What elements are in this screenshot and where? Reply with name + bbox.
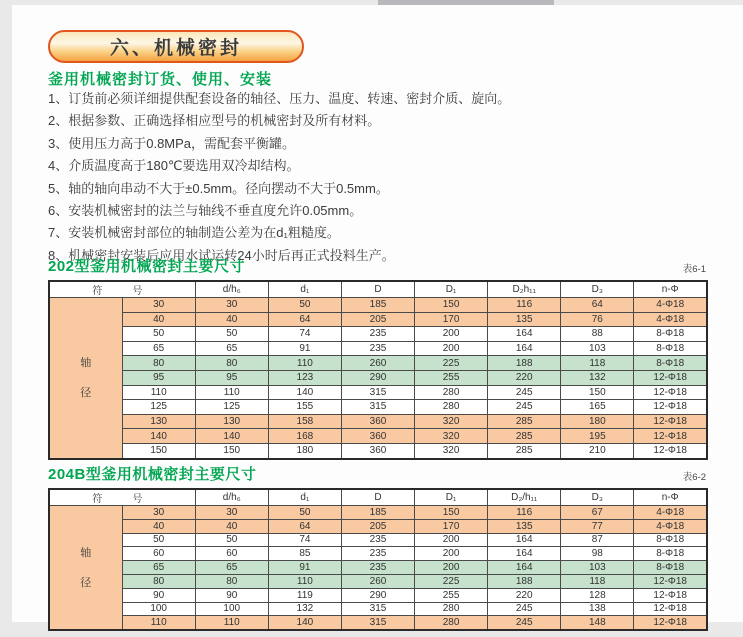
value-cell: 110	[195, 616, 268, 630]
value-cell: 4-Φ18	[634, 312, 707, 327]
axis-label-cell	[49, 506, 122, 631]
value-cell: 235	[341, 533, 414, 547]
value-cell: 188	[488, 574, 561, 588]
value-cell: 320	[415, 429, 488, 444]
value-cell: 40	[195, 312, 268, 327]
value-cell: 8-Φ18	[634, 327, 707, 342]
value-cell: 138	[561, 602, 634, 616]
value-cell: 245	[488, 616, 561, 630]
table-row	[49, 414, 707, 429]
value-cell: 360	[341, 414, 414, 429]
column-header-cell: D	[341, 281, 414, 298]
size-cell: 40	[122, 519, 195, 533]
table-204b-caption	[48, 464, 708, 484]
axis-label-char: 轴	[80, 546, 92, 559]
value-cell: 185	[341, 506, 414, 520]
value-cell: 135	[488, 312, 561, 327]
value-cell: 255	[415, 370, 488, 385]
value-cell: 315	[341, 616, 414, 630]
value-cell: 225	[415, 356, 488, 371]
section-badge	[48, 30, 304, 63]
value-cell: 103	[561, 341, 634, 356]
value-cell: 200	[415, 533, 488, 547]
value-cell: 67	[561, 506, 634, 520]
value-cell: 91	[268, 561, 341, 575]
value-cell: 210	[561, 443, 634, 458]
table-row	[49, 298, 707, 313]
value-cell: 220	[488, 588, 561, 602]
value-cell: 195	[561, 429, 634, 444]
column-header-cell: D₃	[561, 281, 634, 298]
value-cell: 280	[415, 385, 488, 400]
table-row	[49, 341, 707, 356]
subsection-title: 釜用机械密封订货、使用、安装	[48, 71, 273, 88]
note-item: 5、轴的轴向串动不大于±0.5mm。径向摆动不大于0.5mm。	[48, 180, 389, 196]
value-cell: 170	[415, 312, 488, 327]
corner-header-cell: 符 号	[49, 281, 195, 298]
size-cell: 60	[122, 547, 195, 561]
value-cell: 235	[341, 547, 414, 561]
value-cell: 88	[561, 327, 634, 342]
column-header-cell: d/h₆	[195, 281, 268, 298]
value-cell: 140	[268, 385, 341, 400]
value-cell: 132	[561, 370, 634, 385]
value-cell: 260	[341, 356, 414, 371]
value-cell: 164	[488, 561, 561, 575]
value-cell: 280	[415, 616, 488, 630]
value-cell: 130	[195, 414, 268, 429]
value-cell: 150	[195, 443, 268, 458]
axis-label-char: 径	[80, 576, 92, 589]
size-cell: 50	[122, 533, 195, 547]
value-cell: 205	[341, 519, 414, 533]
note-item: 8、机械密封安装后应用水试运转24小时后再正式投料生产。	[48, 247, 395, 263]
note-item: 2、根据参数、正确选择相应型号的机械密封及所有材料。	[48, 113, 381, 129]
value-cell: 180	[561, 414, 634, 429]
value-cell: 285	[488, 414, 561, 429]
value-cell: 315	[341, 400, 414, 415]
value-cell: 103	[561, 561, 634, 575]
value-cell: 8-Φ18	[634, 356, 707, 371]
value-cell: 80	[195, 574, 268, 588]
value-cell: 116	[488, 298, 561, 313]
value-cell: 235	[341, 561, 414, 575]
value-cell: 125	[195, 400, 268, 415]
table-row	[49, 602, 707, 616]
value-cell: 64	[268, 312, 341, 327]
column-header-cell: d/h₆	[195, 489, 268, 506]
value-cell: 360	[341, 443, 414, 458]
value-cell: 12-Φ18	[634, 400, 707, 415]
table-row	[49, 561, 707, 575]
value-cell: 200	[415, 547, 488, 561]
table-row	[49, 443, 707, 458]
size-cell: 65	[122, 341, 195, 356]
size-cell: 150	[122, 443, 195, 458]
table-row	[49, 385, 707, 400]
size-cell: 50	[122, 327, 195, 342]
table-row	[49, 327, 707, 342]
size-cell: 80	[122, 356, 195, 371]
value-cell: 87	[561, 533, 634, 547]
table-row	[49, 588, 707, 602]
value-cell: 8-Φ18	[634, 533, 707, 547]
table-row	[49, 519, 707, 533]
table-row	[49, 533, 707, 547]
value-cell: 180	[268, 443, 341, 458]
table-202-title: 202型釜用机械密封主要尺寸	[48, 258, 246, 275]
value-cell: 30	[195, 298, 268, 313]
value-cell: 100	[195, 602, 268, 616]
value-cell: 91	[268, 341, 341, 356]
value-cell: 77	[561, 519, 634, 533]
value-cell: 8-Φ18	[634, 341, 707, 356]
size-cell: 65	[122, 561, 195, 575]
axis-label-char: 轴	[80, 356, 92, 369]
value-cell: 95	[195, 370, 268, 385]
value-cell: 30	[195, 506, 268, 520]
value-cell: 185	[341, 298, 414, 313]
size-cell: 125	[122, 400, 195, 415]
value-cell: 110	[268, 574, 341, 588]
value-cell: 235	[341, 341, 414, 356]
value-cell: 74	[268, 327, 341, 342]
table-204b-title: 204B型釜用机械密封主要尺寸	[48, 466, 257, 483]
value-cell: 65	[195, 561, 268, 575]
value-cell: 220	[488, 370, 561, 385]
dimension-table-204b	[48, 488, 708, 631]
value-cell: 12-Φ18	[634, 443, 707, 458]
value-cell: 4-Φ18	[634, 298, 707, 313]
value-cell: 8-Φ18	[634, 547, 707, 561]
value-cell: 132	[268, 602, 341, 616]
value-cell: 320	[415, 443, 488, 458]
size-cell: 130	[122, 414, 195, 429]
table-row	[49, 547, 707, 561]
value-cell: 280	[415, 602, 488, 616]
value-cell: 65	[195, 341, 268, 356]
value-cell: 12-Φ18	[634, 414, 707, 429]
value-cell: 150	[415, 298, 488, 313]
value-cell: 164	[488, 533, 561, 547]
value-cell: 315	[341, 385, 414, 400]
value-cell: 60	[195, 547, 268, 561]
size-cell: 95	[122, 370, 195, 385]
value-cell: 290	[341, 370, 414, 385]
value-cell: 12-Φ18	[634, 588, 707, 602]
value-cell: 4-Φ18	[634, 506, 707, 520]
value-cell: 76	[561, 312, 634, 327]
table-204b-ref: 表6-2	[682, 472, 706, 483]
table-row	[49, 356, 707, 371]
value-cell: 165	[561, 400, 634, 415]
value-cell: 245	[488, 400, 561, 415]
table-row	[49, 312, 707, 327]
value-cell: 170	[415, 519, 488, 533]
note-item: 7、安装机械密封部位的轴制造公差为在d₁粗糙度。	[48, 225, 340, 241]
table-202-ref: 表6-1	[682, 264, 706, 275]
value-cell: 280	[415, 400, 488, 415]
size-cell: 100	[122, 602, 195, 616]
value-cell: 123	[268, 370, 341, 385]
value-cell: 40	[195, 519, 268, 533]
value-cell: 285	[488, 443, 561, 458]
value-cell: 164	[488, 341, 561, 356]
value-cell: 50	[195, 533, 268, 547]
value-cell: 4-Φ18	[634, 519, 707, 533]
value-cell: 164	[488, 547, 561, 561]
value-cell: 148	[561, 616, 634, 630]
value-cell: 12-Φ18	[634, 370, 707, 385]
table-row	[49, 400, 707, 415]
value-cell: 200	[415, 327, 488, 342]
value-cell: 118	[561, 574, 634, 588]
value-cell: 260	[341, 574, 414, 588]
value-cell: 116	[488, 506, 561, 520]
value-cell: 360	[341, 429, 414, 444]
table-row	[49, 574, 707, 588]
column-header-cell: d₁	[268, 489, 341, 506]
value-cell: 50	[195, 327, 268, 342]
table-row	[49, 616, 707, 630]
size-cell: 110	[122, 385, 195, 400]
value-cell: 320	[415, 414, 488, 429]
value-cell: 50	[268, 506, 341, 520]
table-header-row	[49, 489, 707, 506]
size-cell: 30	[122, 506, 195, 520]
size-cell: 110	[122, 616, 195, 630]
note-item: 6、安装机械密封的法兰与轴线不垂直度允许0.05mm。	[48, 203, 363, 219]
size-cell: 90	[122, 588, 195, 602]
value-cell: 140	[195, 429, 268, 444]
axis-label-char: 径	[80, 386, 92, 399]
value-cell: 8-Φ18	[634, 561, 707, 575]
table-header-row	[49, 281, 707, 298]
column-header-cell: d₁	[268, 281, 341, 298]
value-cell: 90	[195, 588, 268, 602]
value-cell: 315	[341, 602, 414, 616]
value-cell: 155	[268, 400, 341, 415]
value-cell: 200	[415, 561, 488, 575]
value-cell: 235	[341, 327, 414, 342]
value-cell: 200	[415, 341, 488, 356]
value-cell: 80	[195, 356, 268, 371]
column-header-cell: D₂/h₁₁	[488, 489, 561, 506]
value-cell: 98	[561, 547, 634, 561]
column-header-cell: D₃	[561, 489, 634, 506]
corner-header-cell: 符 号	[49, 489, 195, 506]
value-cell: 74	[268, 533, 341, 547]
value-cell: 128	[561, 588, 634, 602]
axis-label-cell	[49, 298, 122, 459]
notes-list	[48, 88, 688, 267]
column-header-cell: D₂h₁₁	[488, 281, 561, 298]
value-cell: 50	[268, 298, 341, 313]
value-cell: 150	[415, 506, 488, 520]
table-row	[49, 370, 707, 385]
value-cell: 110	[268, 356, 341, 371]
value-cell: 205	[341, 312, 414, 327]
value-cell: 245	[488, 385, 561, 400]
dimension-table-202	[48, 280, 708, 460]
value-cell: 85	[268, 547, 341, 561]
value-cell: 245	[488, 602, 561, 616]
value-cell: 12-Φ18	[634, 385, 707, 400]
value-cell: 12-Φ18	[634, 616, 707, 630]
value-cell: 168	[268, 429, 341, 444]
value-cell: 12-Φ18	[634, 574, 707, 588]
value-cell: 12-Φ18	[634, 429, 707, 444]
table-row	[49, 429, 707, 444]
note-item: 3、使用压力高于0.8MPa，需配套平衡罐。	[48, 135, 296, 151]
value-cell: 164	[488, 327, 561, 342]
value-cell: 118	[561, 356, 634, 371]
size-cell: 40	[122, 312, 195, 327]
value-cell: 158	[268, 414, 341, 429]
value-cell: 140	[268, 616, 341, 630]
section-badge-label: 六、机械密封	[109, 38, 242, 59]
value-cell: 119	[268, 588, 341, 602]
column-header-cell: D	[341, 489, 414, 506]
value-cell: 188	[488, 356, 561, 371]
value-cell: 290	[341, 588, 414, 602]
value-cell: 64	[268, 519, 341, 533]
value-cell: 12-Φ18	[634, 602, 707, 616]
column-header-cell: n-Φ	[634, 489, 707, 506]
value-cell: 64	[561, 298, 634, 313]
table-row	[49, 506, 707, 520]
note-item: 4、介质温度高于180℃要选用双冷却结构。	[48, 158, 300, 174]
value-cell: 285	[488, 429, 561, 444]
value-cell: 150	[561, 385, 634, 400]
value-cell: 225	[415, 574, 488, 588]
size-cell: 140	[122, 429, 195, 444]
value-cell: 110	[195, 385, 268, 400]
column-header-cell: n-Φ	[634, 281, 707, 298]
size-cell: 30	[122, 298, 195, 313]
note-item: 1、订货前必须详细提供配套设备的轴径、压力、温度、转速、密封介质、旋向。	[48, 91, 511, 106]
size-cell: 80	[122, 574, 195, 588]
column-header-cell: D₁	[415, 489, 488, 506]
value-cell: 135	[488, 519, 561, 533]
value-cell: 255	[415, 588, 488, 602]
table-202-caption	[48, 256, 708, 276]
column-header-cell: D₁	[415, 281, 488, 298]
